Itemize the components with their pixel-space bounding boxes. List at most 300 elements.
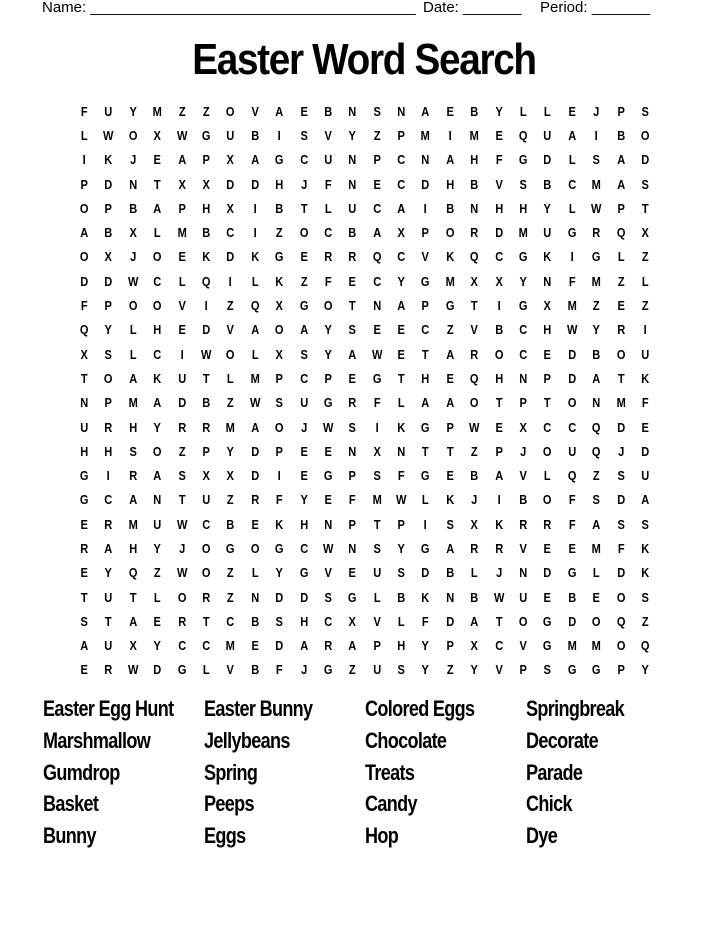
grid-letter[interactable]: U [543, 127, 552, 143]
grid-letter[interactable]: L [153, 589, 161, 605]
grid-letter[interactable]: V [373, 613, 381, 629]
grid-letter[interactable]: Z [593, 298, 600, 314]
grid-letter[interactable]: F [495, 152, 503, 168]
grid-letter[interactable]: Z [178, 443, 186, 459]
grid-letter[interactable]: E [495, 127, 503, 143]
grid-letter[interactable]: Z [471, 443, 478, 459]
grid-letter[interactable]: L [129, 346, 137, 362]
grid-letter[interactable]: P [446, 419, 454, 435]
grid-letter[interactable]: L [422, 492, 430, 508]
grid-letter[interactable]: M [445, 273, 455, 289]
grid-letter[interactable]: Y [641, 662, 649, 678]
grid-letter[interactable]: S [519, 176, 527, 192]
grid-letter[interactable]: E [178, 249, 186, 265]
grid-letter[interactable]: I [228, 273, 233, 289]
grid-letter[interactable]: K [104, 152, 113, 168]
grid-letter[interactable]: J [495, 565, 502, 581]
grid-letter[interactable]: P [519, 662, 527, 678]
grid-letter[interactable]: G [299, 298, 309, 314]
grid-letter[interactable]: H [202, 200, 211, 216]
grid-letter[interactable]: K [421, 589, 430, 605]
grid-letter[interactable]: U [543, 225, 552, 241]
grid-letter[interactable]: F [324, 176, 332, 192]
grid-letter[interactable]: X [226, 468, 235, 484]
grid-letter[interactable]: Z [227, 298, 234, 314]
grid-letter[interactable]: V [495, 176, 503, 192]
grid-letter[interactable]: A [397, 200, 406, 216]
grid-letter[interactable]: Y [153, 540, 162, 556]
grid-letter[interactable]: Z [593, 468, 600, 484]
grid-letter[interactable]: E [324, 443, 332, 459]
grid-letter[interactable]: F [617, 540, 625, 556]
grid-letter[interactable]: B [104, 225, 113, 241]
grid-letter[interactable]: A [446, 540, 455, 556]
grid-letter[interactable]: R [104, 419, 113, 435]
grid-letter[interactable]: X [373, 443, 381, 459]
grid-letter[interactable]: D [641, 152, 650, 168]
grid-letter[interactable]: S [324, 589, 332, 605]
grid-letter[interactable]: R [250, 492, 259, 508]
grid-letter[interactable]: C [568, 176, 576, 192]
grid-letter[interactable]: P [348, 468, 357, 484]
grid-letter[interactable]: L [373, 589, 381, 605]
grid-letter[interactable]: G [79, 468, 89, 484]
grid-letter[interactable]: G [275, 249, 284, 265]
grid-letter[interactable]: G [275, 152, 284, 168]
grid-letter[interactable]: V [226, 322, 235, 338]
grid-letter[interactable]: A [299, 638, 308, 654]
grid-letter[interactable]: D [250, 443, 259, 459]
grid-letter[interactable]: A [128, 613, 137, 629]
grid-letter[interactable]: A [348, 346, 357, 362]
grid-letter[interactable]: E [300, 443, 308, 459]
grid-letter[interactable]: D [153, 662, 162, 678]
grid-letter[interactable]: W [322, 540, 334, 556]
grid-letter[interactable]: X [470, 516, 479, 532]
grid-letter[interactable]: F [641, 395, 649, 411]
grid-letter[interactable]: F [324, 273, 332, 289]
grid-letter[interactable]: O [153, 249, 162, 265]
grid-letter[interactable]: O [128, 298, 138, 314]
grid-letter[interactable]: B [250, 662, 259, 678]
grid-letter[interactable]: N [324, 516, 333, 532]
grid-letter[interactable]: Z [349, 662, 356, 678]
grid-letter[interactable]: E [568, 540, 576, 556]
grid-letter[interactable]: A [153, 395, 162, 411]
grid-letter[interactable]: L [544, 103, 551, 119]
grid-letter[interactable]: G [421, 273, 430, 289]
grid-letter[interactable]: D [202, 322, 211, 338]
grid-letter[interactable]: E [300, 103, 308, 119]
grid-letter[interactable]: B [250, 127, 259, 143]
grid-letter[interactable]: K [275, 273, 284, 289]
grid-letter[interactable]: C [543, 419, 552, 435]
grid-letter[interactable]: R [324, 249, 333, 265]
grid-letter[interactable]: J [617, 443, 624, 459]
grid-letter[interactable]: E [641, 419, 649, 435]
grid-letter[interactable]: T [471, 298, 478, 314]
grid-letter[interactable]: B [226, 516, 235, 532]
grid-letter[interactable]: L [80, 127, 88, 143]
grid-letter[interactable]: B [250, 613, 259, 629]
grid-letter[interactable]: K [275, 516, 284, 532]
grid-letter[interactable]: Y [226, 443, 235, 459]
grid-letter[interactable]: A [128, 370, 137, 386]
grid-letter[interactable]: E [324, 492, 332, 508]
grid-letter[interactable]: U [519, 589, 528, 605]
grid-letter[interactable]: U [372, 662, 381, 678]
grid-letter[interactable]: B [275, 200, 284, 216]
grid-letter[interactable]: D [226, 176, 235, 192]
grid-letter[interactable]: E [300, 468, 308, 484]
grid-letter[interactable]: B [592, 346, 601, 362]
grid-letter[interactable]: C [226, 225, 235, 241]
grid-letter[interactable]: E [348, 370, 357, 386]
grid-letter[interactable]: M [128, 395, 138, 411]
grid-letter[interactable]: C [299, 540, 308, 556]
grid-letter[interactable]: P [275, 370, 284, 386]
grid-letter[interactable]: S [397, 662, 405, 678]
grid-letter[interactable]: E [397, 346, 405, 362]
grid-letter[interactable]: U [80, 419, 89, 435]
grid-letter[interactable]: Y [153, 419, 162, 435]
grid-letter[interactable]: V [495, 662, 503, 678]
grid-letter[interactable]: G [177, 662, 187, 678]
grid-letter[interactable]: H [104, 443, 113, 459]
grid-letter[interactable]: N [153, 492, 162, 508]
grid-letter[interactable]: K [494, 516, 503, 532]
grid-letter[interactable]: A [153, 468, 162, 484]
grid-letter[interactable]: J [129, 152, 137, 168]
grid-letter[interactable]: P [495, 443, 503, 459]
grid-letter[interactable]: Y [348, 127, 357, 143]
grid-letter[interactable]: N [348, 176, 357, 192]
grid-letter[interactable]: S [592, 492, 601, 508]
grid-letter[interactable]: G [592, 662, 601, 678]
grid-letter[interactable]: B [616, 127, 625, 143]
grid-letter[interactable]: F [568, 492, 576, 508]
grid-letter[interactable]: I [253, 200, 257, 216]
grid-letter[interactable]: D [494, 225, 503, 241]
grid-letter[interactable]: G [421, 468, 430, 484]
grid-letter[interactable]: W [493, 589, 505, 605]
grid-letter[interactable]: T [349, 298, 356, 314]
grid-letter[interactable]: L [397, 613, 405, 629]
grid-letter[interactable]: T [80, 589, 88, 605]
grid-letter[interactable]: S [275, 613, 284, 629]
grid-letter[interactable]: O [79, 200, 89, 216]
grid-letter[interactable]: Z [178, 103, 186, 119]
grid-letter[interactable]: T [373, 516, 381, 532]
grid-letter[interactable]: L [617, 249, 625, 265]
grid-letter[interactable]: C [397, 249, 406, 265]
grid-letter[interactable]: N [592, 395, 601, 411]
grid-letter[interactable]: T [617, 370, 625, 386]
grid-letter[interactable]: G [348, 589, 357, 605]
grid-letter[interactable]: S [617, 468, 625, 484]
grid-letter[interactable]: D [104, 273, 113, 289]
grid-letter[interactable]: C [372, 200, 381, 216]
grid-letter[interactable]: T [300, 200, 308, 216]
grid-letter[interactable]: X [275, 298, 284, 314]
grid-letter[interactable]: B [470, 176, 479, 192]
grid-letter[interactable]: P [104, 395, 113, 411]
grid-letter[interactable]: T [202, 613, 210, 629]
grid-letter[interactable]: E [373, 176, 381, 192]
grid-letter[interactable]: P [202, 152, 210, 168]
grid-letter[interactable]: E [251, 638, 259, 654]
grid-letter[interactable]: I [497, 298, 501, 314]
grid-letter[interactable]: A [568, 127, 576, 143]
grid-letter[interactable]: F [80, 103, 88, 119]
grid-letter[interactable]: D [616, 419, 625, 435]
grid-letter[interactable]: H [299, 613, 308, 629]
grid-letter[interactable]: M [372, 492, 382, 508]
grid-letter[interactable]: D [616, 492, 625, 508]
grid-letter[interactable]: O [128, 127, 138, 143]
grid-letter[interactable]: D [250, 468, 259, 484]
grid-letter[interactable]: X [104, 249, 113, 265]
grid-letter[interactable]: K [250, 249, 259, 265]
grid-letter[interactable]: N [348, 443, 357, 459]
grid-letter[interactable]: V [324, 565, 332, 581]
grid-letter[interactable]: C [519, 346, 528, 362]
grid-letter[interactable]: P [104, 200, 113, 216]
grid-letter[interactable]: N [446, 589, 455, 605]
grid-letter[interactable]: V [324, 127, 332, 143]
grid-letter[interactable]: R [348, 249, 357, 265]
grid-letter[interactable]: Y [519, 273, 527, 289]
grid-letter[interactable]: K [202, 249, 211, 265]
grid-letter[interactable]: O [201, 565, 211, 581]
grid-letter[interactable]: Y [470, 662, 479, 678]
grid-letter[interactable]: A [299, 322, 308, 338]
grid-letter[interactable]: V [519, 540, 527, 556]
grid-letter[interactable]: S [129, 443, 137, 459]
grid-letter[interactable]: H [494, 370, 503, 386]
grid-letter[interactable]: E [153, 152, 162, 168]
grid-letter[interactable]: W [103, 127, 114, 143]
grid-letter[interactable]: O [153, 443, 162, 459]
grid-letter[interactable]: O [445, 225, 455, 241]
grid-letter[interactable]: S [300, 127, 308, 143]
grid-letter[interactable]: B [568, 589, 576, 605]
grid-letter[interactable]: W [176, 516, 187, 532]
grid-letter[interactable]: A [153, 200, 162, 216]
grid-letter[interactable]: O [616, 589, 626, 605]
grid-letter[interactable]: G [323, 395, 333, 411]
grid-letter[interactable]: W [591, 200, 602, 216]
grid-letter[interactable]: N [470, 200, 479, 216]
grid-letter[interactable]: L [641, 273, 649, 289]
grid-letter[interactable]: A [80, 225, 89, 241]
grid-letter[interactable]: J [593, 103, 600, 119]
grid-letter[interactable]: R [470, 225, 479, 241]
grid-letter[interactable]: N [421, 152, 430, 168]
grid-letter[interactable]: D [104, 176, 113, 192]
grid-letter[interactable]: B [202, 395, 211, 411]
grid-letter[interactable]: V [251, 103, 259, 119]
grid-letter[interactable]: E [543, 346, 552, 362]
grid-letter[interactable]: A [177, 152, 186, 168]
grid-letter[interactable]: Q [640, 638, 650, 654]
grid-letter[interactable]: I [82, 152, 86, 168]
grid-letter[interactable]: H [446, 176, 455, 192]
grid-letter[interactable]: H [128, 540, 137, 556]
grid-letter[interactable]: Q [201, 273, 211, 289]
grid-letter[interactable]: G [226, 540, 235, 556]
grid-letter[interactable]: M [616, 395, 626, 411]
grid-letter[interactable]: E [348, 565, 357, 581]
grid-letter[interactable]: O [494, 346, 504, 362]
grid-letter[interactable]: M [225, 419, 236, 435]
grid-letter[interactable]: E [543, 540, 552, 556]
date-field[interactable]: Date: _______ [423, 0, 522, 16]
grid-letter[interactable]: P [397, 127, 405, 143]
grid-letter[interactable]: U [372, 565, 381, 581]
grid-letter[interactable]: C [494, 249, 503, 265]
grid-letter[interactable]: D [226, 249, 235, 265]
grid-letter[interactable]: D [543, 565, 552, 581]
grid-letter[interactable]: Q [616, 225, 626, 241]
grid-letter[interactable]: A [446, 395, 455, 411]
grid-letter[interactable]: Y [397, 273, 405, 289]
grid-letter[interactable]: U [226, 127, 235, 143]
grid-letter[interactable]: U [348, 200, 357, 216]
grid-letter[interactable]: C [153, 273, 162, 289]
grid-letter[interactable]: V [519, 468, 527, 484]
grid-letter[interactable]: A [250, 322, 259, 338]
grid-letter[interactable]: C [299, 370, 308, 386]
grid-letter[interactable]: Y [543, 200, 552, 216]
grid-letter[interactable]: O [323, 298, 333, 314]
grid-letter[interactable]: O [640, 127, 650, 143]
grid-letter[interactable]: T [105, 613, 112, 629]
grid-letter[interactable]: O [567, 395, 577, 411]
grid-letter[interactable]: H [80, 443, 89, 459]
grid-letter[interactable]: G [323, 468, 333, 484]
grid-letter[interactable]: K [543, 249, 552, 265]
grid-letter[interactable]: Z [641, 613, 649, 629]
grid-letter[interactable]: Z [641, 249, 649, 265]
grid-letter[interactable]: M [591, 176, 602, 192]
grid-letter[interactable]: R [104, 516, 113, 532]
grid-letter[interactable]: U [104, 638, 113, 654]
grid-letter[interactable]: X [129, 225, 137, 241]
grid-letter[interactable]: B [446, 565, 455, 581]
grid-letter[interactable]: A [616, 176, 625, 192]
grid-letter[interactable]: C [226, 613, 235, 629]
grid-letter[interactable]: S [275, 395, 284, 411]
grid-letter[interactable]: C [519, 322, 528, 338]
grid-letter[interactable]: K [446, 249, 455, 265]
grid-letter[interactable]: A [616, 152, 625, 168]
name-field[interactable]: Name: _______________________________________ [42, 0, 416, 16]
grid-letter[interactable]: G [518, 152, 528, 168]
grid-letter[interactable]: R [104, 662, 113, 678]
grid-letter[interactable]: O [201, 540, 211, 556]
grid-letter[interactable]: Q [250, 298, 260, 314]
grid-letter[interactable]: K [641, 370, 650, 386]
grid-letter[interactable]: Y [275, 565, 284, 581]
grid-letter[interactable]: E [495, 419, 503, 435]
grid-letter[interactable]: X [226, 200, 235, 216]
grid-letter[interactable]: G [421, 540, 430, 556]
grid-letter[interactable]: X [202, 468, 210, 484]
grid-letter[interactable]: D [275, 638, 284, 654]
grid-letter[interactable]: Q [567, 468, 577, 484]
grid-letter[interactable]: P [373, 638, 381, 654]
grid-letter[interactable]: A [250, 152, 259, 168]
grid-letter[interactable]: C [421, 322, 430, 338]
grid-letter[interactable]: G [323, 662, 333, 678]
grid-letter[interactable]: W [396, 492, 407, 508]
grid-letter[interactable]: D [543, 152, 552, 168]
grid-letter[interactable]: Q [616, 613, 626, 629]
grid-letter[interactable]: V [470, 322, 479, 338]
grid-letter[interactable]: L [251, 273, 259, 289]
grid-letter[interactable]: M [152, 103, 162, 119]
grid-letter[interactable]: E [80, 662, 88, 678]
grid-letter[interactable]: Y [324, 346, 332, 362]
grid-letter[interactable]: X [80, 346, 88, 362]
grid-letter[interactable]: I [643, 322, 647, 338]
grid-letter[interactable]: H [421, 370, 430, 386]
grid-letter[interactable]: O [275, 322, 284, 338]
grid-letter[interactable]: P [543, 370, 552, 386]
grid-letter[interactable]: H [299, 516, 308, 532]
grid-letter[interactable]: L [251, 565, 259, 581]
grid-letter[interactable]: V [178, 298, 186, 314]
grid-letter[interactable]: D [421, 176, 430, 192]
grid-letter[interactable]: Z [227, 589, 234, 605]
grid-letter[interactable]: C [177, 638, 186, 654]
grid-letter[interactable]: S [373, 468, 381, 484]
grid-letter[interactable]: C [299, 152, 308, 168]
grid-letter[interactable]: B [324, 103, 333, 119]
grid-letter[interactable]: L [251, 346, 259, 362]
grid-letter[interactable]: U [641, 468, 650, 484]
grid-letter[interactable]: J [520, 443, 527, 459]
grid-letter[interactable]: T [129, 589, 137, 605]
grid-letter[interactable]: T [422, 443, 430, 459]
grid-letter[interactable]: E [592, 589, 601, 605]
grid-letter[interactable]: H [543, 322, 552, 338]
grid-letter[interactable]: K [153, 370, 162, 386]
grid-letter[interactable]: Z [617, 273, 625, 289]
grid-letter[interactable]: A [128, 492, 137, 508]
grid-letter[interactable]: B [128, 200, 137, 216]
grid-letter[interactable]: X [519, 419, 527, 435]
grid-letter[interactable]: A [397, 298, 406, 314]
grid-letter[interactable]: T [397, 370, 405, 386]
grid-letter[interactable]: P [397, 516, 405, 532]
grid-letter[interactable]: T [495, 395, 503, 411]
grid-letter[interactable]: D [177, 395, 186, 411]
grid-letter[interactable]: Q [372, 249, 382, 265]
grid-letter[interactable]: F [373, 395, 381, 411]
grid-letter[interactable]: G [543, 638, 552, 654]
grid-letter[interactable]: X [470, 273, 479, 289]
grid-letter[interactable]: X [397, 225, 405, 241]
grid-letter[interactable]: G [201, 127, 211, 143]
grid-letter[interactable]: K [446, 492, 455, 508]
grid-letter[interactable]: O [299, 225, 309, 241]
grid-letter[interactable]: G [543, 613, 552, 629]
grid-letter[interactable]: S [446, 516, 454, 532]
grid-letter[interactable]: L [568, 152, 576, 168]
grid-letter[interactable]: B [470, 589, 479, 605]
